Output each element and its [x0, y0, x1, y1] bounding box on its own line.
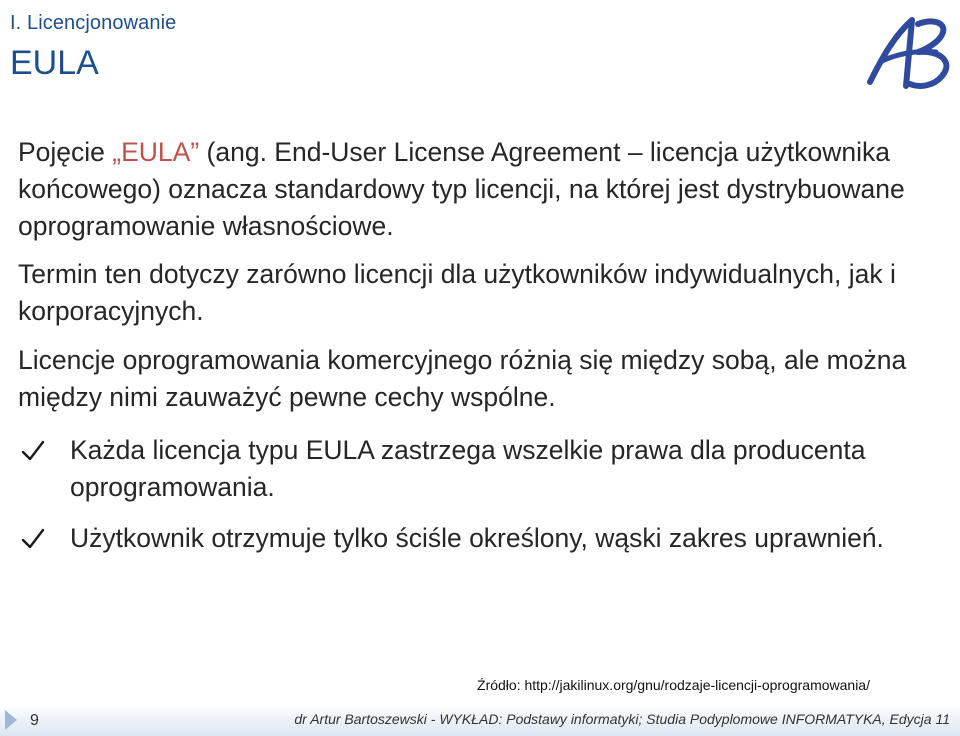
check-icon	[20, 438, 46, 464]
eula-highlight: EULA	[121, 137, 191, 167]
bullet-item	[20, 520, 920, 557]
source-citation: Źródło: http://jakilinux.org/gnu/rodzaje-licencji-oprogramowania/	[477, 677, 870, 693]
section-label: I. Licencjonowanie	[10, 12, 177, 34]
p1-before: Pojęcie	[18, 137, 113, 167]
page-number: 9	[30, 712, 39, 729]
bullet-text: Każda licencja typu EULA zastrzega wszelkie prawa dla producenta oprogramowania.	[70, 435, 866, 502]
bullet-text: Użytkownik otrzymuje tylko ściśle określony, wąski zakres uprawnień.	[70, 523, 884, 553]
ab-logo-icon	[860, 6, 956, 102]
p1-after: (ang. End-User License Agreement – licencja użytkownika końcowego) oznacza standardowy typ licencji, na której jest dystrybuowane oprogramowanie własnościowe.	[18, 137, 905, 241]
quote-open: „	[112, 137, 122, 167]
bullet-item	[20, 432, 920, 506]
paragraph-scope: Termin ten dotyczy zarówno licencji dla użytkowników indywidualnych, jak i korporacyjnych.	[18, 259, 896, 326]
paragraph-eula-definition	[18, 134, 938, 245]
check-icon	[20, 526, 46, 552]
slide-title: EULA	[10, 44, 99, 82]
paragraph-common-features: Licencje oprogramowania komercyjnego różnią się między sobą, ale można między nimi zauważyć pewne cechy wspólne.	[18, 345, 907, 412]
quote-close: ”	[190, 137, 200, 167]
footer-text: dr Artur Bartoszewski - WYKŁAD: Podstawy informatyki; Studia Podyplomowe INFORMATYKA, Edycja 11	[294, 711, 950, 727]
footer-arrow-icon	[4, 709, 18, 731]
